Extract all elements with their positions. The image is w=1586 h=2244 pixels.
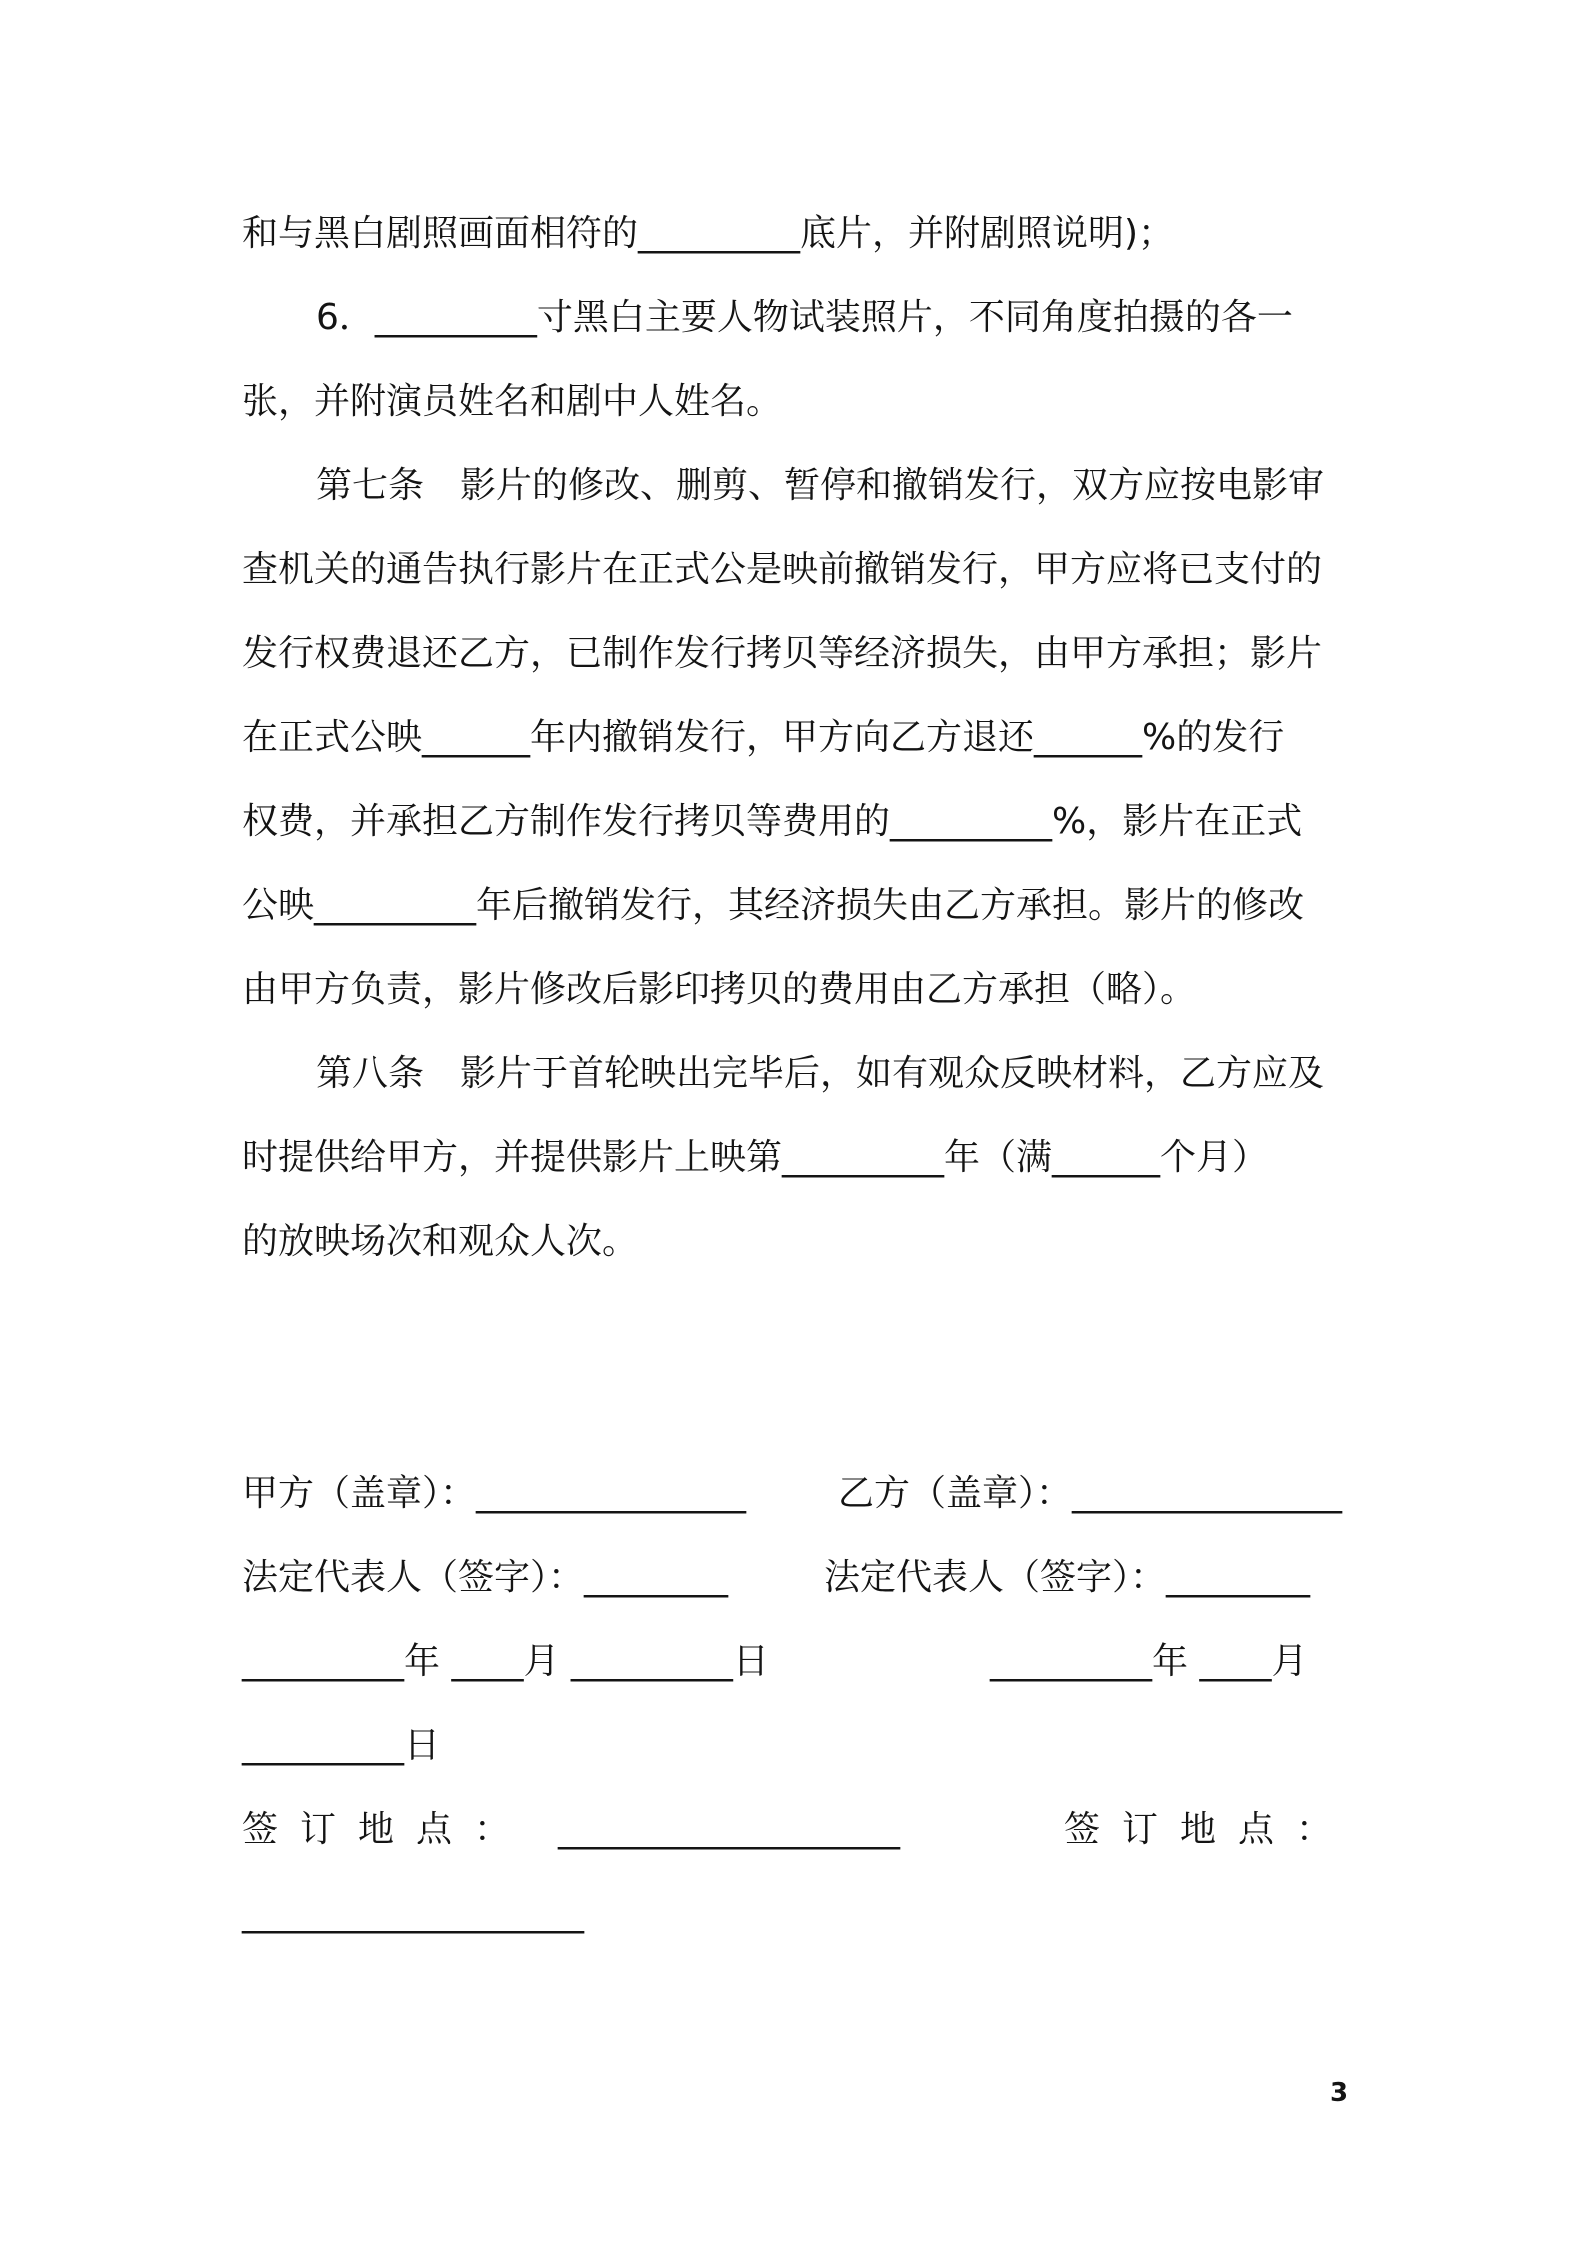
party-a-signing-place-blank: ___________________: [558, 1809, 900, 1850]
body-line-3: 张，并附演员姓名和剧中人姓名。: [242, 381, 783, 422]
party-b-representative-field: 法定代表人（签字）：________: [824, 1557, 1311, 1598]
party-a-signing-place-label: 签订地点：: [242, 1809, 533, 1850]
party-b-seal-field: 乙方（盖章）：_______________: [838, 1473, 1343, 1514]
body-line-6: 发行权费退还乙方，已制作发行拷贝等经济损失，由甲方承担；影片: [242, 633, 1323, 674]
body-line-9: 公映_________年后撤销发行，其经济损失由乙方承担。影片的修改: [242, 885, 1305, 926]
body-line-13: 的放映场次和观众人次。: [242, 1221, 639, 1262]
party-a-seal-field: 甲方（盖章）：_______________: [242, 1473, 747, 1514]
party-b-date-field: _________年 ____月: [990, 1641, 1308, 1682]
body-line-4: 第七条 影片的修改、删剪、暂停和撤销发行，双方应按电影审: [316, 465, 1325, 506]
body-line-5: 查机关的通告执行影片在正式公是映前撤销发行，甲方应将已支付的: [242, 549, 1323, 590]
body-line-7: 在正式公映______年内撤销发行，甲方向乙方退还______%的发行: [242, 717, 1285, 758]
body-line-1: 和与黑白剧照画面相符的_________底片，并附剧照说明)；: [242, 213, 1175, 254]
party-b-signing-place-label: 签订地点：: [1064, 1809, 1355, 1850]
body-line-2: 6．_________寸黑白主要人物试装照片，不同角度拍摄的各一: [316, 297, 1293, 338]
page-number: 3: [1330, 2078, 1349, 2108]
party-a-date-field: _________年 ____月 _________日: [242, 1641, 769, 1682]
body-line-12: 时提供给甲方，并提供影片上映第_________年（满______个月）: [242, 1137, 1269, 1178]
party-b-day-field: _________日: [242, 1725, 441, 1766]
party-a-representative-field: 法定代表人（签字）：________: [242, 1557, 729, 1598]
body-line-11: 第八条 影片于首轮映出完毕后，如有观众反映材料，乙方应及: [316, 1053, 1325, 1094]
party-b-signing-place-blank: ___________________: [242, 1893, 584, 1934]
body-line-10: 由甲方负责，影片修改后影印拷贝的费用由乙方承担（略）。: [242, 969, 1197, 1010]
body-line-8: 权费，并承担乙方制作发行拷贝等费用的_________%，影片在正式: [242, 801, 1303, 842]
